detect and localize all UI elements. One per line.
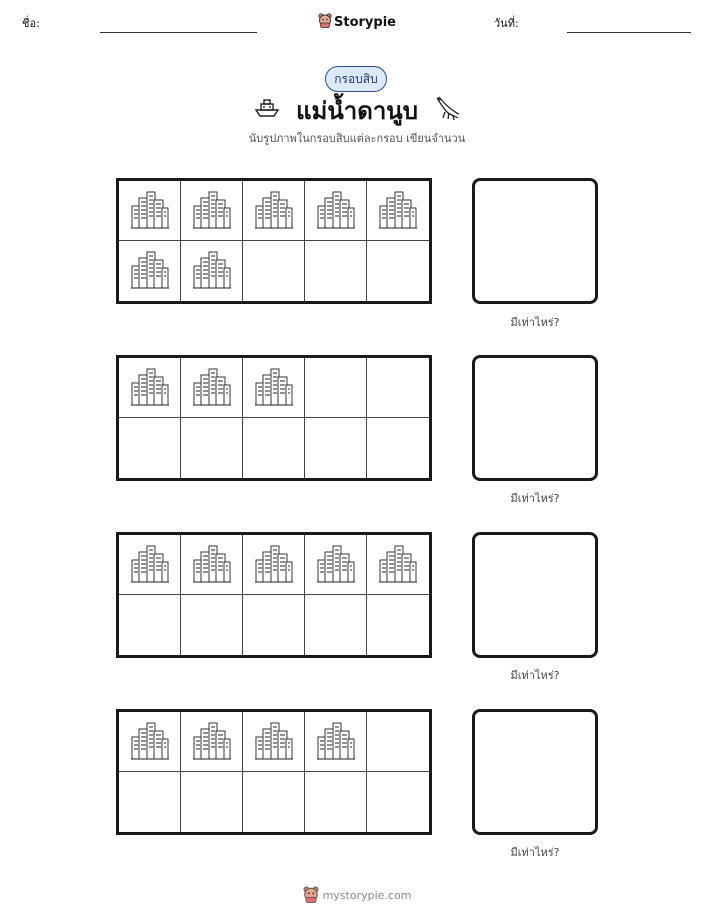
instruction-text: นับรูปภาพในกรอบสิบแต่ละกรอบ เขียนจำนวน: [248, 132, 466, 145]
city-buildings-icon: [191, 719, 233, 765]
footer: [0, 886, 714, 906]
frame-cell: [243, 358, 305, 418]
frame-cell: [181, 712, 243, 772]
frame-cell: [305, 358, 367, 418]
frame-cell: [119, 712, 181, 772]
frame-cell: [243, 535, 305, 595]
frame-cell: [367, 535, 429, 595]
frame-cell: [119, 241, 181, 301]
city-buildings-icon: [315, 542, 357, 588]
date-label: วันที่:: [494, 17, 519, 30]
city-buildings-icon: [191, 542, 233, 588]
answer-box-1[interactable]: [472, 178, 598, 304]
ten-frame-3: [116, 532, 432, 658]
ten-frame-4: [116, 709, 432, 835]
frame-cell: [305, 241, 367, 301]
city-buildings-icon: [253, 365, 295, 411]
city-buildings-icon: [377, 542, 419, 588]
frame-cell: [181, 358, 243, 418]
frame-cell: [119, 418, 181, 478]
frame-cell: [181, 595, 243, 655]
ten-frame-1: [116, 178, 432, 304]
frame-cell: [243, 595, 305, 655]
ten-frame-2: [116, 355, 432, 481]
frame-cell: [305, 181, 367, 241]
frame-cell: [305, 712, 367, 772]
frame-cell: [181, 772, 243, 832]
question-label-1: มีเท่าไหร่?: [510, 316, 560, 329]
city-buildings-icon: [315, 188, 357, 234]
frame-cell: [119, 535, 181, 595]
question-label-3: มีเท่าไหร่?: [510, 669, 560, 682]
frame-cell: [367, 358, 429, 418]
frame-cell: [305, 535, 367, 595]
frame-cell: [181, 418, 243, 478]
city-buildings-icon: [129, 188, 171, 234]
frame-cell: [367, 241, 429, 301]
city-buildings-icon: [129, 248, 171, 294]
bear-icon: [318, 13, 332, 32]
city-buildings-icon: [191, 248, 233, 294]
city-buildings-icon: [253, 719, 295, 765]
date-line[interactable]: [567, 32, 691, 33]
brand-name: Storypie: [334, 15, 396, 30]
bear-icon: [303, 886, 319, 906]
worksheet-type-badge: กรอบสิบ: [325, 66, 387, 92]
question-label-4: มีเท่าไหร่?: [510, 846, 560, 859]
city-buildings-icon: [191, 365, 233, 411]
frame-cell: [119, 772, 181, 832]
worksheet-title: แม่น้ำดานูบ: [296, 97, 418, 125]
city-buildings-icon: [253, 542, 295, 588]
city-buildings-icon: [129, 365, 171, 411]
city-buildings-icon: [315, 719, 357, 765]
frame-cell: [243, 181, 305, 241]
frame-cell: [305, 595, 367, 655]
answer-box-2[interactable]: [472, 355, 598, 481]
frame-cell: [181, 241, 243, 301]
frame-cell: [119, 358, 181, 418]
frame-cell: [367, 712, 429, 772]
frame-cell: [367, 772, 429, 832]
question-label-2: มีเท่าไหร่?: [510, 492, 560, 505]
frame-cell: [119, 181, 181, 241]
name-line[interactable]: [100, 32, 257, 33]
footer-url: mystorypie.com: [322, 889, 412, 902]
frame-cell: [119, 595, 181, 655]
frame-cell: [243, 241, 305, 301]
city-buildings-icon: [253, 188, 295, 234]
brand-logo: [0, 13, 714, 32]
city-buildings-icon: [129, 542, 171, 588]
answer-box-3[interactable]: [472, 532, 598, 658]
frame-cell: [243, 418, 305, 478]
frame-cell: [367, 418, 429, 478]
frame-cell: [367, 181, 429, 241]
city-buildings-icon: [129, 719, 171, 765]
river-creature-icon: [433, 94, 461, 126]
city-buildings-icon: [377, 188, 419, 234]
city-buildings-icon: [191, 188, 233, 234]
frame-cell: [243, 712, 305, 772]
name-label: ชื่อ:: [22, 17, 40, 30]
answer-box-4[interactable]: [472, 709, 598, 835]
frame-cell: [243, 772, 305, 832]
frame-cell: [305, 418, 367, 478]
frame-cell: [181, 535, 243, 595]
frame-cell: [367, 595, 429, 655]
frame-cell: [305, 772, 367, 832]
frame-cell: [181, 181, 243, 241]
